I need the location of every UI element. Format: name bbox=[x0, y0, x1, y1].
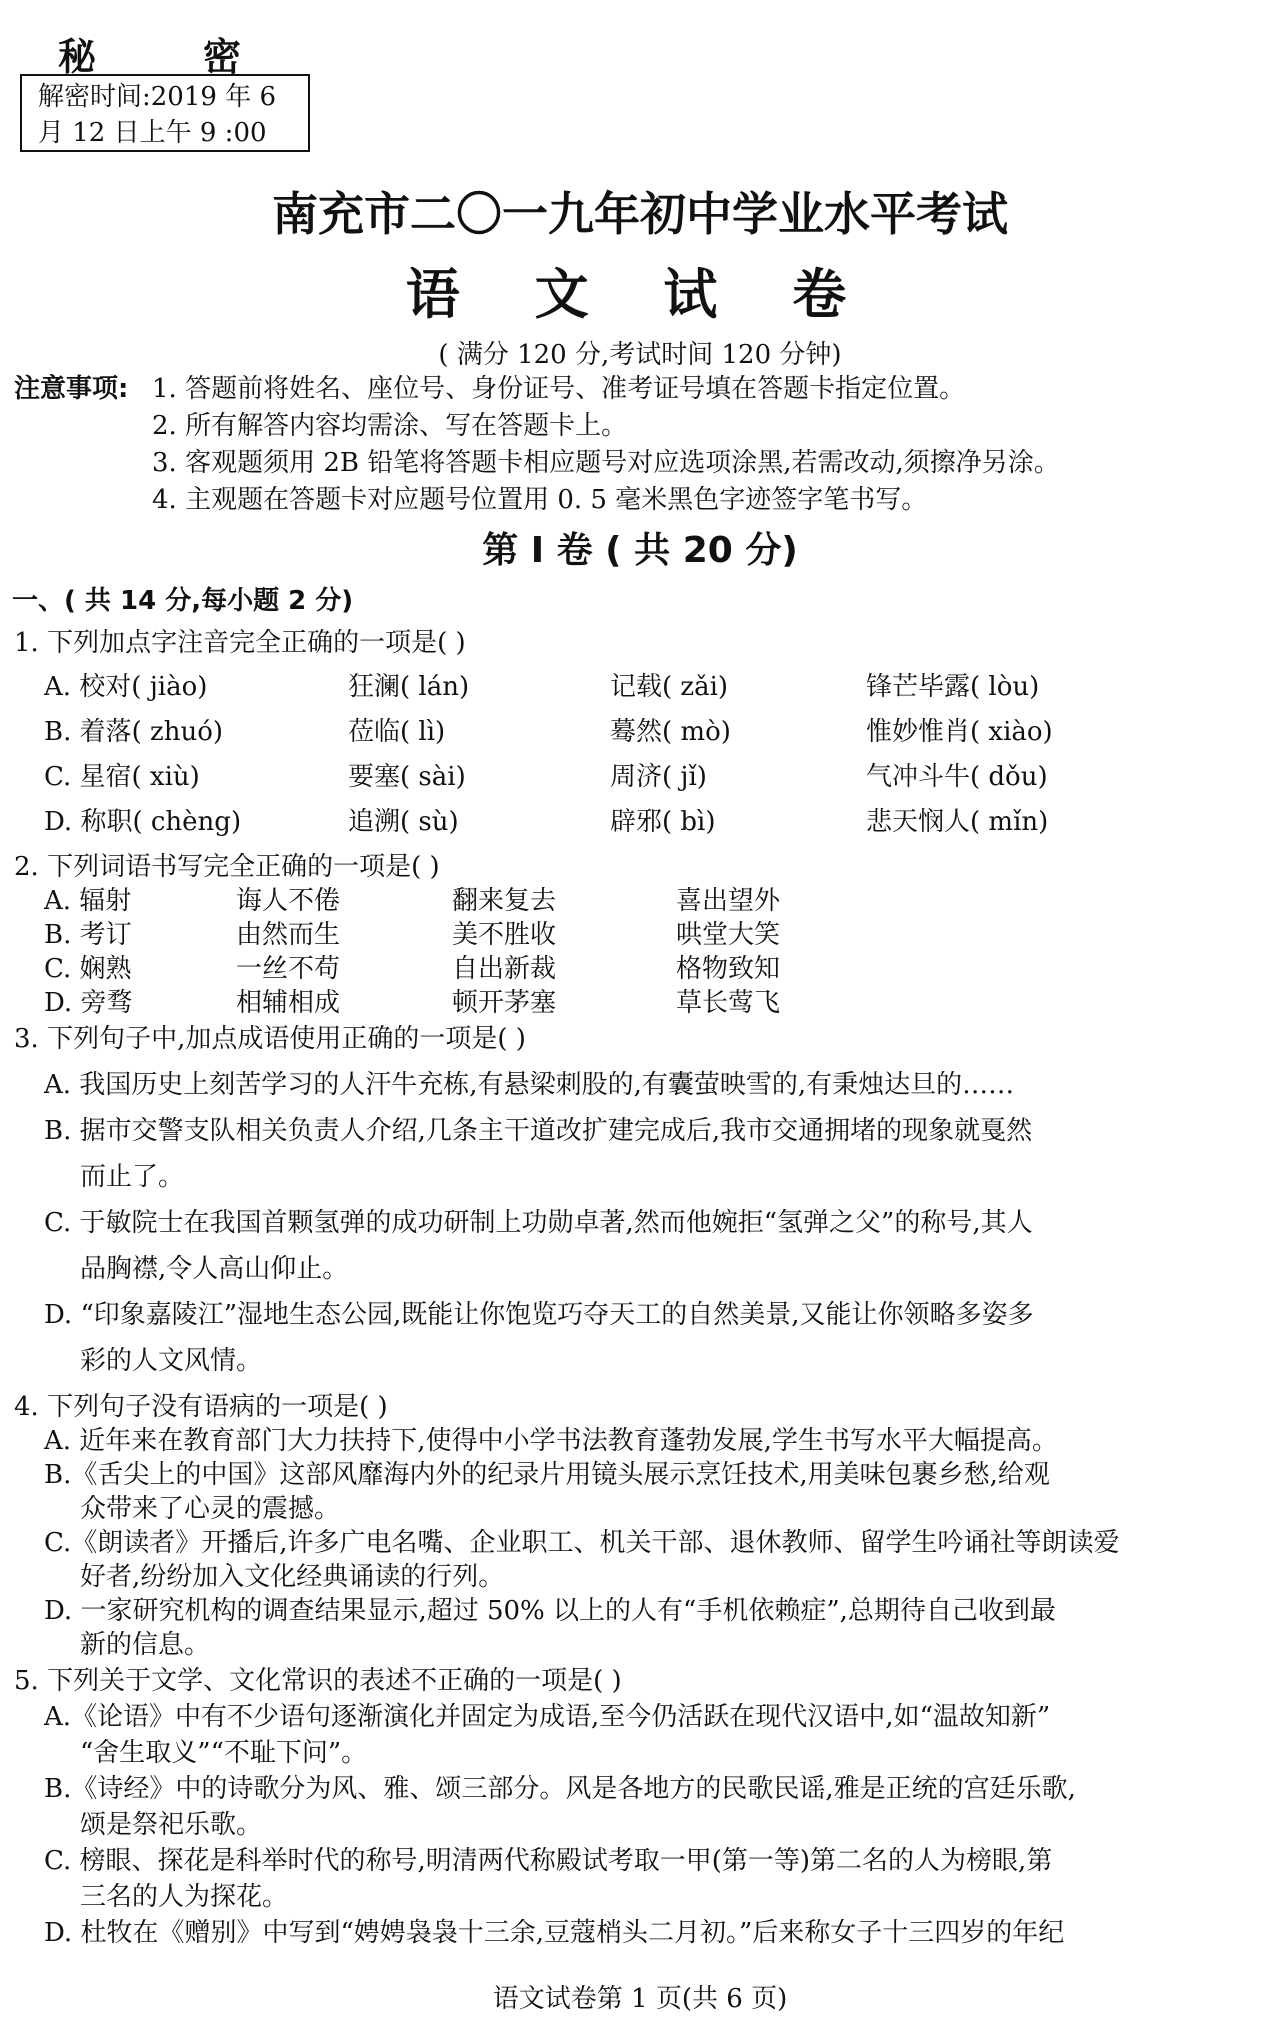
q1-option-cell: 锋芒毕露( lòu) bbox=[866, 672, 1040, 702]
q2-option-cell: 自出新裁 bbox=[452, 954, 557, 984]
declass-line-1: 解密时间:2019 年 6 bbox=[38, 82, 276, 112]
q2-option-cell: C. 娴熟 bbox=[44, 954, 132, 984]
q2-option-cell: 由然而生 bbox=[236, 920, 341, 950]
q3-option-c-line1: C. 于敏院士在我国首颗氢弹的成功研制上功勋卓著,然而他婉拒“氢弹之父”的称号,其人 bbox=[44, 1208, 1033, 1238]
q2-option-cell: 翻来复去 bbox=[452, 886, 557, 916]
q1-option-cell: 蓦然( mò) bbox=[610, 717, 731, 747]
q1-option-cell: 追溯( sù) bbox=[348, 807, 459, 837]
volume-heading: 第 Ⅰ 卷 ( 共 20 分) bbox=[482, 530, 798, 571]
question-5-stem: 5. 下列关于文学、文化常识的表述不正确的一项是( ) bbox=[14, 1666, 622, 1696]
q1-option-cell: 莅临( lì) bbox=[348, 717, 446, 747]
q4-option-b-line1: B.《舌尖上的中国》这部风靡海内外的纪录片用镜头展示烹饪技术,用美味包裹乡愁,给观 bbox=[44, 1460, 1050, 1490]
q3-option-d-line1: D. “印象嘉陵江”湿地生态公园,既能让你饱览巧夺天工的自然美景,又能让你领略多姿多 bbox=[44, 1300, 1034, 1330]
secret-mark bbox=[58, 26, 243, 81]
q1-option-cell: 狂澜( lán) bbox=[348, 672, 470, 702]
q3-option-b-line2: 而止了。 bbox=[80, 1162, 185, 1192]
question-2-stem: 2. 下列词语书写完全正确的一项是( ) bbox=[14, 852, 440, 882]
q3-option-d-line2: 彩的人文风情。 bbox=[80, 1346, 263, 1376]
q4-option-c-line2: 好者,纷纷加入文化经典诵读的行列。 bbox=[80, 1562, 505, 1592]
q2-option-cell: 喜出望外 bbox=[676, 886, 781, 916]
exam-info: ( 满分 120 分,考试时间 120 分钟) bbox=[438, 340, 842, 370]
q1-option-cell: 辟邪( bì) bbox=[610, 807, 716, 837]
q1-option-cell: 气冲斗牛( dǒu) bbox=[866, 762, 1048, 792]
q1-option-cell: 悲天悯人( mǐn) bbox=[866, 807, 1049, 837]
q5-option-a-line1: A.《论语》中有不少语句逐渐演化并固定为成语,至今仍活跃在现代汉语中,如“温故知新” bbox=[44, 1702, 1051, 1732]
q1-option-cell: 惟妙惟肖( xiào) bbox=[866, 717, 1053, 747]
notes-label: 注意事项: bbox=[14, 374, 129, 404]
declass-line-2: 月 12 日上午 9 :00 bbox=[38, 118, 267, 148]
q4-option-b-line2: 众带来了心灵的震撼。 bbox=[80, 1494, 341, 1524]
note-item: 4. 主观题在答题卡对应题号位置用 0. 5 毫米黑色字迹签字笔书写。 bbox=[152, 485, 928, 515]
q4-option-d-line1: D. 一家研究机构的调查结果显示,超过 50% 以上的人有“手机依赖症”,总期待自己收到最 bbox=[44, 1596, 1056, 1626]
q4-option-c-line1: C.《朗读者》开播后,许多广电名嘴、企业职工、机关干部、退休教师、留学生吟诵社等朗读爱 bbox=[44, 1528, 1120, 1558]
q5-option-b-line1: B.《诗经》中的诗歌分为风、雅、颂三部分。风是各地方的民歌民谣,雅是正统的宫廷乐歌, bbox=[44, 1774, 1076, 1804]
note-item: 2. 所有解答内容均需涂、写在答题卡上。 bbox=[152, 411, 628, 441]
q2-option-cell: D. 旁骛 bbox=[44, 988, 133, 1018]
q4-option-d-line2: 新的信息。 bbox=[80, 1630, 211, 1660]
exam-subtitle: 语 文 试 卷 bbox=[405, 262, 875, 326]
question-3-stem: 3. 下列句子中,加点成语使用正确的一项是( ) bbox=[14, 1024, 526, 1054]
q1-option-cell: A. 校对( jiào) bbox=[44, 672, 208, 702]
q1-option-cell: B. 着落( zhuó) bbox=[44, 717, 224, 747]
question-4-stem: 4. 下列句子没有语病的一项是( ) bbox=[14, 1392, 388, 1422]
q3-option-a: A. 我国历史上刻苦学习的人汗牛充栋,有悬梁刺股的,有囊萤映雪的,有秉烛达旦的…… bbox=[44, 1070, 1015, 1100]
q2-option-cell: 相辅相成 bbox=[236, 988, 341, 1018]
q2-option-cell: 一丝不苟 bbox=[236, 954, 341, 984]
q2-option-cell: 格物致知 bbox=[676, 954, 781, 984]
q2-option-cell: 草长莺飞 bbox=[676, 988, 781, 1018]
note-item: 1. 答题前将姓名、座位号、身份证号、准考证号填在答题卡指定位置。 bbox=[152, 374, 966, 404]
q5-option-a-line2: “舍生取义”“不耻下问”。 bbox=[80, 1738, 368, 1768]
declassification-box bbox=[20, 74, 310, 152]
q2-option-cell: 诲人不倦 bbox=[236, 886, 341, 916]
q3-option-c-line2: 品胸襟,令人高山仰止。 bbox=[80, 1254, 349, 1284]
secret-char-2: 密 bbox=[203, 34, 244, 79]
exam-title: 南充市二〇一九年初中学业水平考试 bbox=[272, 187, 1008, 241]
q5-option-c-line2: 三名的人为探花。 bbox=[80, 1882, 289, 1912]
q2-option-cell: A. 辐射 bbox=[44, 886, 132, 916]
q1-option-cell: 周济( jǐ) bbox=[610, 762, 707, 792]
secret-char-1: 秘 bbox=[58, 34, 99, 79]
page-footer: 语文试卷第 1 页(共 6 页) bbox=[492, 1984, 788, 2014]
q2-option-cell: B. 考订 bbox=[44, 920, 132, 950]
q2-option-cell: 顿开茅塞 bbox=[452, 988, 557, 1018]
q4-option-a: A. 近年来在教育部门大力扶持下,使得中小学书法教育蓬勃发展,学生书写水平大幅提高。 bbox=[44, 1426, 1058, 1456]
q1-option-cell: C. 星宿( xiù) bbox=[44, 762, 200, 792]
section-heading: 一、( 共 14 分,每小题 2 分) bbox=[12, 586, 354, 616]
q5-option-c-line1: C. 榜眼、探花是科举时代的称号,明清两代称殿试考取一甲(第一等)第二名的人为榜眼,第 bbox=[44, 1846, 1053, 1876]
q2-option-cell: 美不胜收 bbox=[452, 920, 557, 950]
q5-option-d-line1: D. 杜牧在《赠别》中写到“娉娉袅袅十三余,豆蔻梢头二月初。”后来称女子十三四岁的年纪 bbox=[44, 1918, 1065, 1948]
q1-option-cell: 要塞( sài) bbox=[348, 762, 466, 792]
q3-option-b-line1: B. 据市交警支队相关负责人介绍,几条主干道改扩建完成后,我市交通拥堵的现象就戛然 bbox=[44, 1116, 1033, 1146]
q5-option-b-line2: 颂是祭祀乐歌。 bbox=[80, 1810, 263, 1840]
q1-option-cell: D. 称职( chèng) bbox=[44, 807, 242, 837]
q1-option-cell: 记载( zǎi) bbox=[610, 672, 729, 702]
q2-option-cell: 哄堂大笑 bbox=[676, 920, 781, 950]
note-item: 3. 客观题须用 2B 铅笔将答题卡相应题号对应选项涂黑,若需改动,须擦净另涂。 bbox=[152, 448, 1060, 478]
question-1-stem: 1. 下列加点字注音完全正确的一项是( ) bbox=[14, 628, 466, 658]
